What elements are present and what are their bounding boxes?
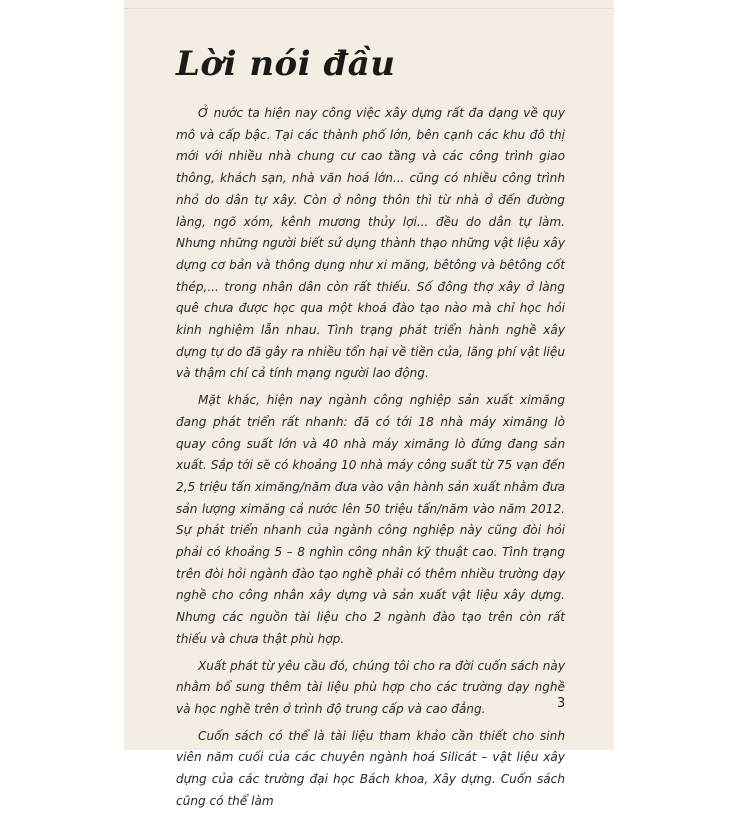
top-edge-line	[124, 8, 614, 9]
page-number: 3	[557, 696, 566, 711]
paragraph-3: Xuất phát từ yêu cầu đó, chúng tôi cho ra đời cuốn sách này nhằm bổ sung thêm tài liệu phù hợp cho các trường dạy nghề và học nghề trên ở trình độ trung cấp và cao đẳng.	[176, 658, 565, 716]
preface-heading: Lời nói đầu	[176, 44, 396, 84]
paragraph-4: Cuốn sách có thể là tài liệu tham khảo cần thiết cho sinh viên năm cuối của các chuyên ngành hoá Silicát – vật liệu xây dựng của các trường đại học Bách khoa, Xây dựng. Cuốn sách cũng có thể làm	[176, 728, 565, 808]
body-text	[176, 103, 565, 818]
paragraph-1: Ở nước ta hiện nay công việc xây dựng rất đa dạng về quy mô và cấp bậc. Tại các thành phố lớn, bên cạnh các khu đô thị mới với nhiều nhà chung cư cao tầng và các công trình giao thông, khách sạn, nhà văn hoá lớn... cũng có nhiều công trình nhỏ do dân tự xây. Còn ở nông thôn thì từ nhà ở đến đường làng, ngõ xóm, kênh mương thủy lợi... đều do dân tự làm. Nhưng những người biết sử dụng thành thạo những vật liệu xây dựng cơ bản và thông dụng như xi măng, bêtông và bêtông cốt thép,... trong nhân dân còn rất thiếu. Số đông thợ xây ở làng quê chưa được học qua một khoá đào tạo nào mà chỉ học hỏi kinh nghiệm lẫn nhau. Tình trạng phát triển hành nghề xây dựng tự do đã gây ra nhiều tổn hại về tiền của, lãng phí vật liệu và thậm chí cả tính mạng người lao động.	[176, 106, 565, 381]
paragraph-2: Mặt khác, hiện nay ngành công nghiệp sản xuất ximăng đang phát triển rất nhanh: đã có tới 18 nhà máy ximăng lò quay công suất lớn và 40 nhà máy ximăng lò đứng đang sản xuất. Sắp tới sẽ có khoảng 10 nhà máy công suất từ 75 vạn đến 2,5 triệu tấn ximăng/năm đưa vào vận hành sản xuất nhằm đưa sản lượng ximăng cả nước lên 50 triệu tấn/năm vào năm 2012. Sự phát triển nhanh của ngành công nghiệp này cũng đòi hỏi phải có khoảng 5 – 8 nghìn công nhân kỹ thuật cao. Tình trạng trên đòi hỏi ngành đào tạo nghề phải có thêm nhiều trường dạy nghề cho công nhân xây dựng và sản xuất vật liệu xây dựng. Nhưng các nguồn tài liệu cho 2 ngành đào tạo trên còn rất thiếu và chưa thật phù hợp.	[176, 393, 565, 646]
